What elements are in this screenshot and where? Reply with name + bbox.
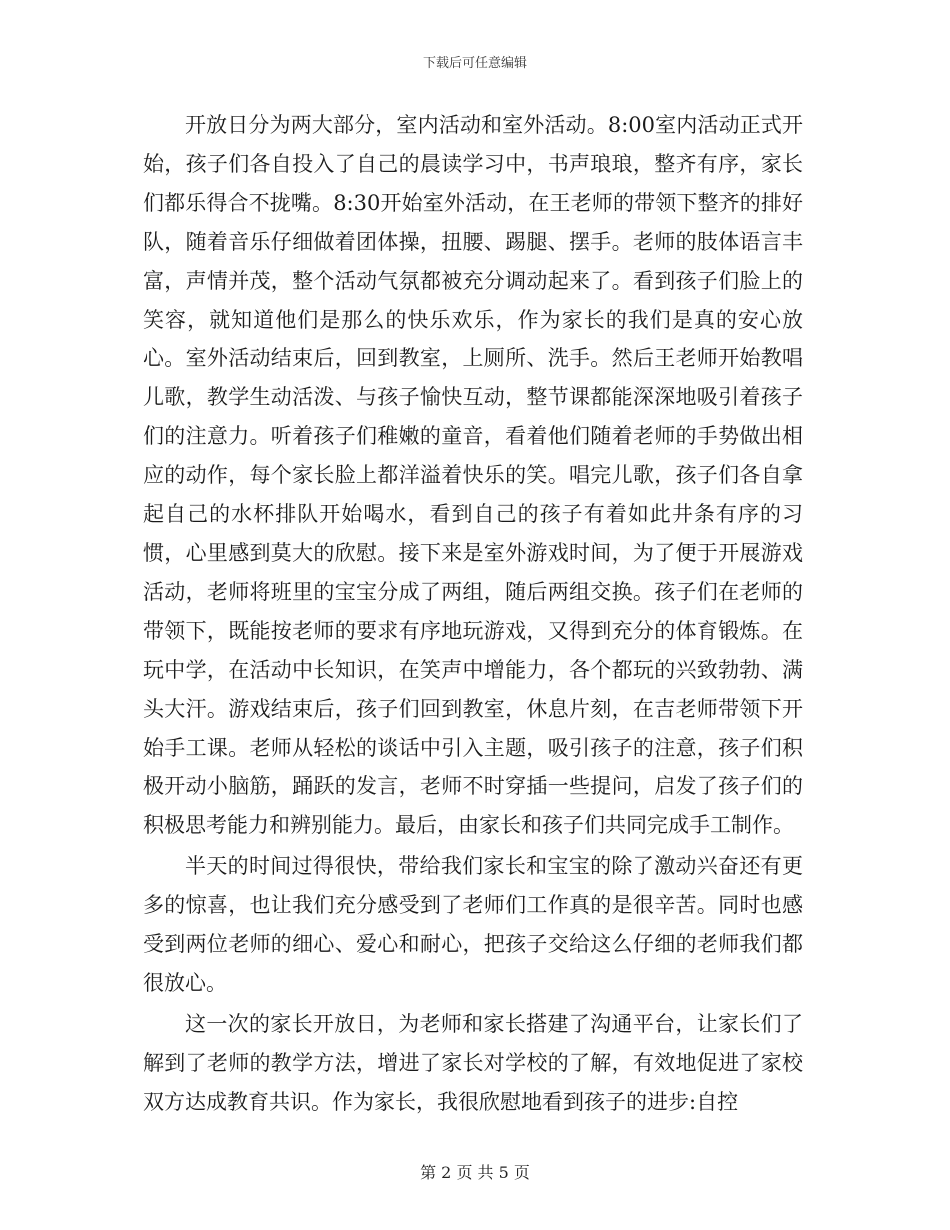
paragraph-1: 开放日分为两大部分，室内活动和室外活动。8:00室内活动正式开始，孩子们各自投入了自己的晨读学习中，书声琅琅，整齐有序，家长们都乐得合不拢嘴。8:30开始室外活动，在王老师的带领下整齐的排好队，随着音乐仔细做着团体操，扭腰、踢腿、摆手。老师的肢体语言丰富，声情并茂，整个活动气氛都被充分调动起来了。看到孩子们脸上的笑容，就知道他们是那么的快乐欢乐，作为家长的我们是真的安心放心。室外活动结束后，回到教室，上厕所、洗手。然后王老师开始教唱儿歌，教学生动活泼、与孩子愉快互动，整节课都能深深地吸引着孩子们的注意力。听着孩子们稚嫩的童音，看着他们随着老师的手势做出相应的动作，每个家长脸上都洋溢着快乐的笑。唱完儿歌，孩子们各自拿起自己的水杯排队开始喝水，看到自己的孩子有着如此井条有序的习惯，心里感到莫大的欣慰。接下来是室外游戏时间，为了便于开展游戏活动，老师将班里的宝宝分成了两组，随后两组交换。孩子们在老师的带领下，既能按老师的要求有序地玩游戏，又得到充分的体育锻炼。在玩中学，在活动中长知识，在笑声中增能力，各个都玩的兴致勃勃、满头大汗。游戏结束后，孩子们回到教室，休息片刻，在吉老师带领下开始手工课。老师从轻松的谈话中引入主题，吸引孩子的注意，孩子们积极开动小脑筋，踊跃的发言，老师不时穿插一些提问，启发了孩子们的积极思考能力和辨别能力。最后，由家长和孩子们共同完成手工制作。 [143, 113, 803, 838]
page-number: 第 2 页 共 5 页 [420, 1163, 530, 1182]
page-header: 下载后可任意编辑 [422, 56, 527, 71]
paragraph-2: 半天的时间过得很快，带给我们家长和宝宝的除了激动兴奋还有更多的惊喜，也让我们充分感受到了老师们工作真的是很辛苦。同时也感受到两位老师的细心、爱心和耐心，把孩子交给这么仔细的老师我们都很放心。 [143, 854, 803, 995]
document-body [143, 106, 803, 1122]
paragraph-3: 这一次的家长开放日，为老师和家长搭建了沟通平台，让家长们了解到了老师的教学方法，增进了家长对学校的了解，有效地促进了家校双方达成教育共识。作为家长，我很欣慰地看到孩子的进步:自控 [143, 1011, 803, 1114]
